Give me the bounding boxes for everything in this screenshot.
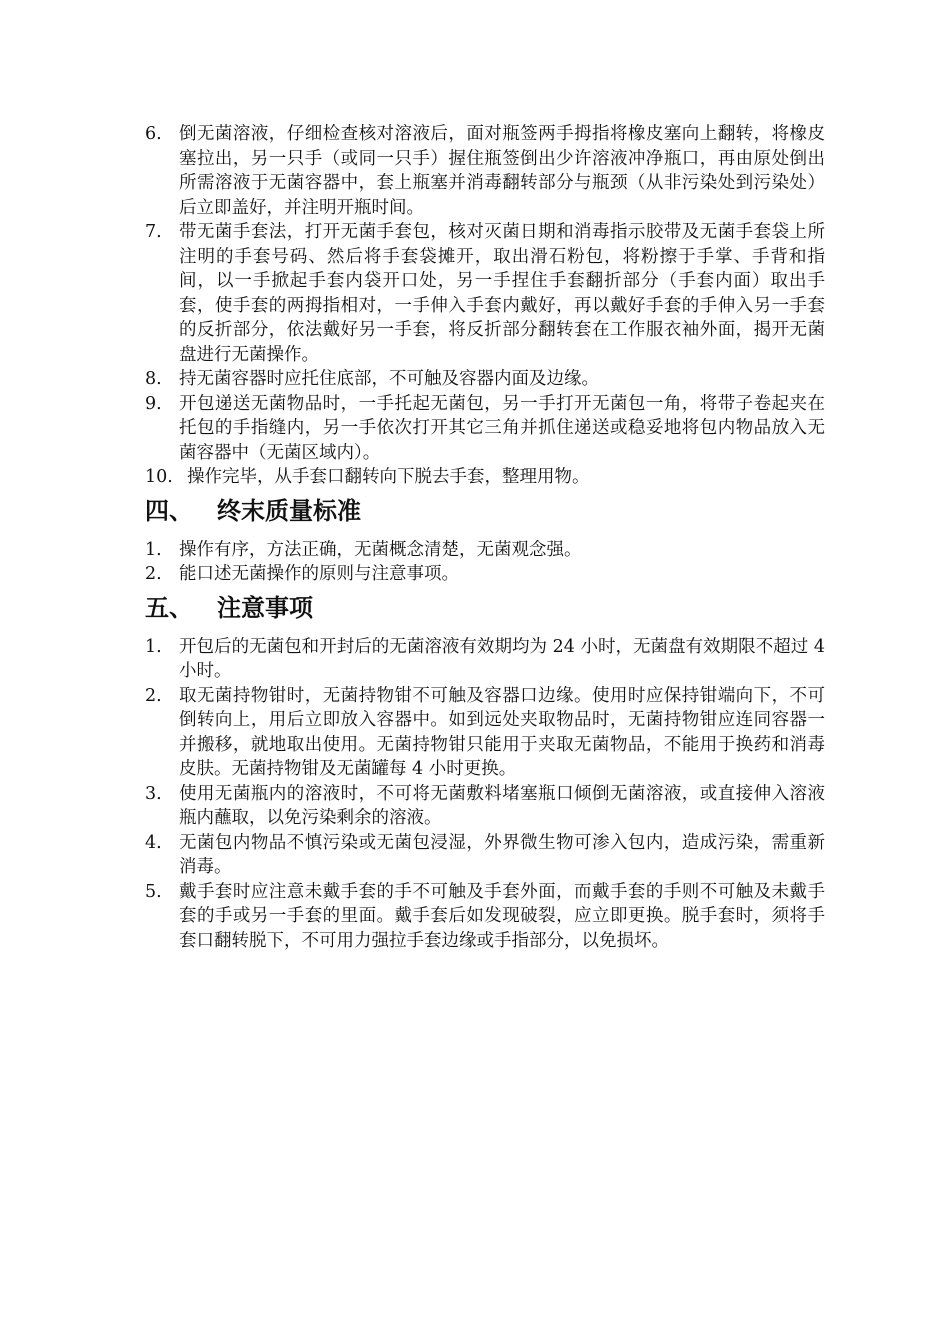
list-item [145,782,825,831]
item-number: 5. [145,881,162,902]
item-text: 无菌包内物品不慎污染或无菌包浸湿，外界微生物可渗入包内，造成污染，需重新消毒。 [179,832,825,877]
section-heading-quality-standard [145,494,825,528]
steps-list [145,122,825,490]
item-text: 开包后的无菌包和开封后的无菌溶液有效期均为 24 小时，无菌盘有效期限不超过 4 小时。 [179,636,825,681]
list-item [145,538,825,563]
item-number: 6. [145,124,162,144]
section-title: 终末质量标准 [217,496,361,525]
item-text: 倒无菌溶液，仔细检查核对溶液后，面对瓶签两手拇指将橡皮塞向上翻转，将橡皮塞拉出，另一只手（或同一只手）握住瓶签倒出少许溶液冲净瓶口，再由原处倒出所需溶液于无菌容器中，套上瓶塞并消毒翻转部分与瓶颈（从非污染处到污染处）后立即盖好，并注明开瓶时间。 [179,124,825,218]
item-text: 戴手套时应注意未戴手套的手不可触及手套外面，而戴手套的手则不可触及未戴手套的手或另一手套的里面。戴手套后如发现破裂，应立即更换。脱手套时，须将手套口翻转脱下，不可用力强拉手套边缘或手指部分，以免损坏。 [179,881,825,951]
list-item [145,367,825,392]
item-text: 带无菌手套法，打开无菌手套包，核对灭菌日期和消毒指示胶带及无菌手套袋上所注明的手套号码、然后将手套袋摊开，取出滑石粉包，将粉擦于手掌、手背和指间，以一手掀起手套内袋开口处，另一手捏住手套翻折部分（手套内面）取出手套，使手套的两拇指相对，一手伸入手套内戴好，再以戴好手套的手伸入另一手套的反折部分，依法戴好另一手套，将反折部分翻转套在工作服衣袖外面，揭开无菌盘进行无菌操作。 [179,222,825,365]
item-number: 9. [145,393,162,414]
item-number: 1. [145,539,162,560]
quality-standard-list [145,538,825,587]
item-text: 能口述无菌操作的原则与注意事项。 [179,564,459,584]
list-item [145,880,825,954]
list-item [145,122,825,220]
item-text: 取无菌持物钳时，无菌持物钳不可触及容器口边缘。使用时应保持钳端向下，不可倒转向上，用后立即放入容器中。如到远处夹取物品时，无菌持物钳应连同容器一并搬移，就地取出使用。无菌持物钳只能用于夹取无菌物品，不能用于换药和消毒皮肤。无菌持物钳及无菌罐每 4 小时更换。 [179,685,825,779]
item-number: 2. [145,564,162,584]
precautions-list [145,635,825,954]
item-number: 10. [145,467,173,487]
list-item [145,684,825,782]
list-item [145,220,825,367]
item-number: 1. [145,636,162,657]
item-number: 4. [145,832,162,853]
item-number: 8. [145,369,162,389]
section-number: 五、 [145,593,193,622]
item-text: 操作有序，方法正确，无菌概念清楚，无菌观念强。 [179,539,582,560]
list-item [145,392,825,466]
list-item [145,562,825,587]
list-item [145,831,825,880]
document-content [145,122,825,953]
item-text: 开包递送无菌物品时，一手托起无菌包，另一手打开无菌包一角，将带子卷起夹在托包的手指缝内，另一手依次打开其它三角并抓住递送或稳妥地将包内物品放入无菌容器中（无菌区域内）。 [179,393,825,463]
list-item [145,635,825,684]
list-item [145,465,825,490]
item-text: 使用无菌瓶内的溶液时，不可将无菌敷料堵塞瓶口倾倒无菌溶液，或直接伸入溶液瓶内蘸取，以免污染剩余的溶液。 [179,783,825,828]
section-number: 四、 [145,496,193,525]
item-text: 持无菌容器时应托住底部，不可触及容器内面及边缘。 [179,369,599,389]
section-heading-precautions [145,591,825,625]
item-number: 3. [145,783,162,804]
item-number: 7. [145,222,162,242]
section-title: 注意事项 [217,593,313,622]
item-text: 操作完毕，从手套口翻转向下脱去手套，整理用物。 [187,467,590,487]
item-number: 2. [145,685,162,706]
